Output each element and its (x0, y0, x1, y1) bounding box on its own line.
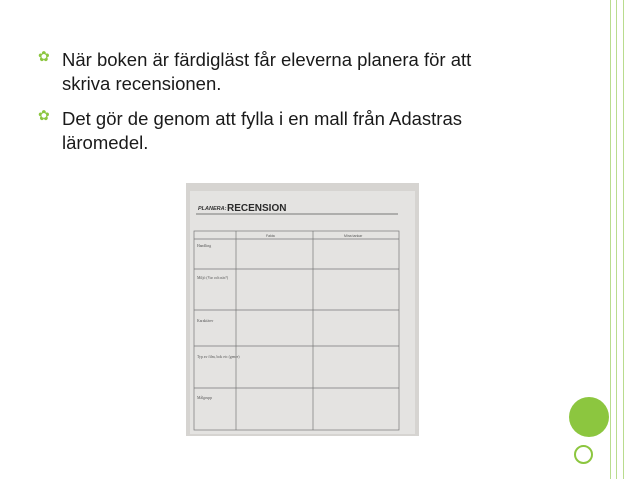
bullet-item (38, 107, 558, 155)
bullet-text-line: När boken är färdigläst får eleverna planera för att (62, 49, 472, 70)
row-label: Miljö (Var och när?) (197, 276, 229, 280)
worksheet-drawing (186, 183, 419, 436)
bullet-text-line: Det gör de genom att fylla i en mall från Adastras (62, 108, 463, 129)
row-label: Typ av film, bok etc (genre) (197, 355, 240, 359)
paper-sheet (190, 191, 415, 434)
leaf-bullet-icon: ✿ (38, 49, 50, 65)
worksheet-photo (186, 183, 419, 436)
decorative-circle (569, 397, 609, 437)
row-label: Målgrupp (197, 396, 212, 400)
decorative-vertical-line (616, 0, 617, 479)
worksheet-heading-title: RECENSION (227, 203, 287, 214)
bullet-item (38, 48, 558, 96)
column-header: Mina tankar (344, 234, 363, 238)
bullet-text-line: skriva recensionen. (62, 73, 222, 94)
decorative-vertical-line (623, 0, 624, 479)
decorative-ring (574, 445, 593, 464)
row-label: Handling (197, 244, 212, 248)
decorative-vertical-line (610, 0, 611, 479)
leaf-bullet-icon: ✿ (38, 108, 50, 124)
row-label: Karaktärer (197, 319, 214, 323)
bullet-text-line: läromedel. (62, 132, 149, 153)
bullet-list (38, 48, 558, 166)
worksheet-heading-prefix: PLANERA: (198, 206, 227, 212)
column-header: Fakta (266, 234, 275, 238)
